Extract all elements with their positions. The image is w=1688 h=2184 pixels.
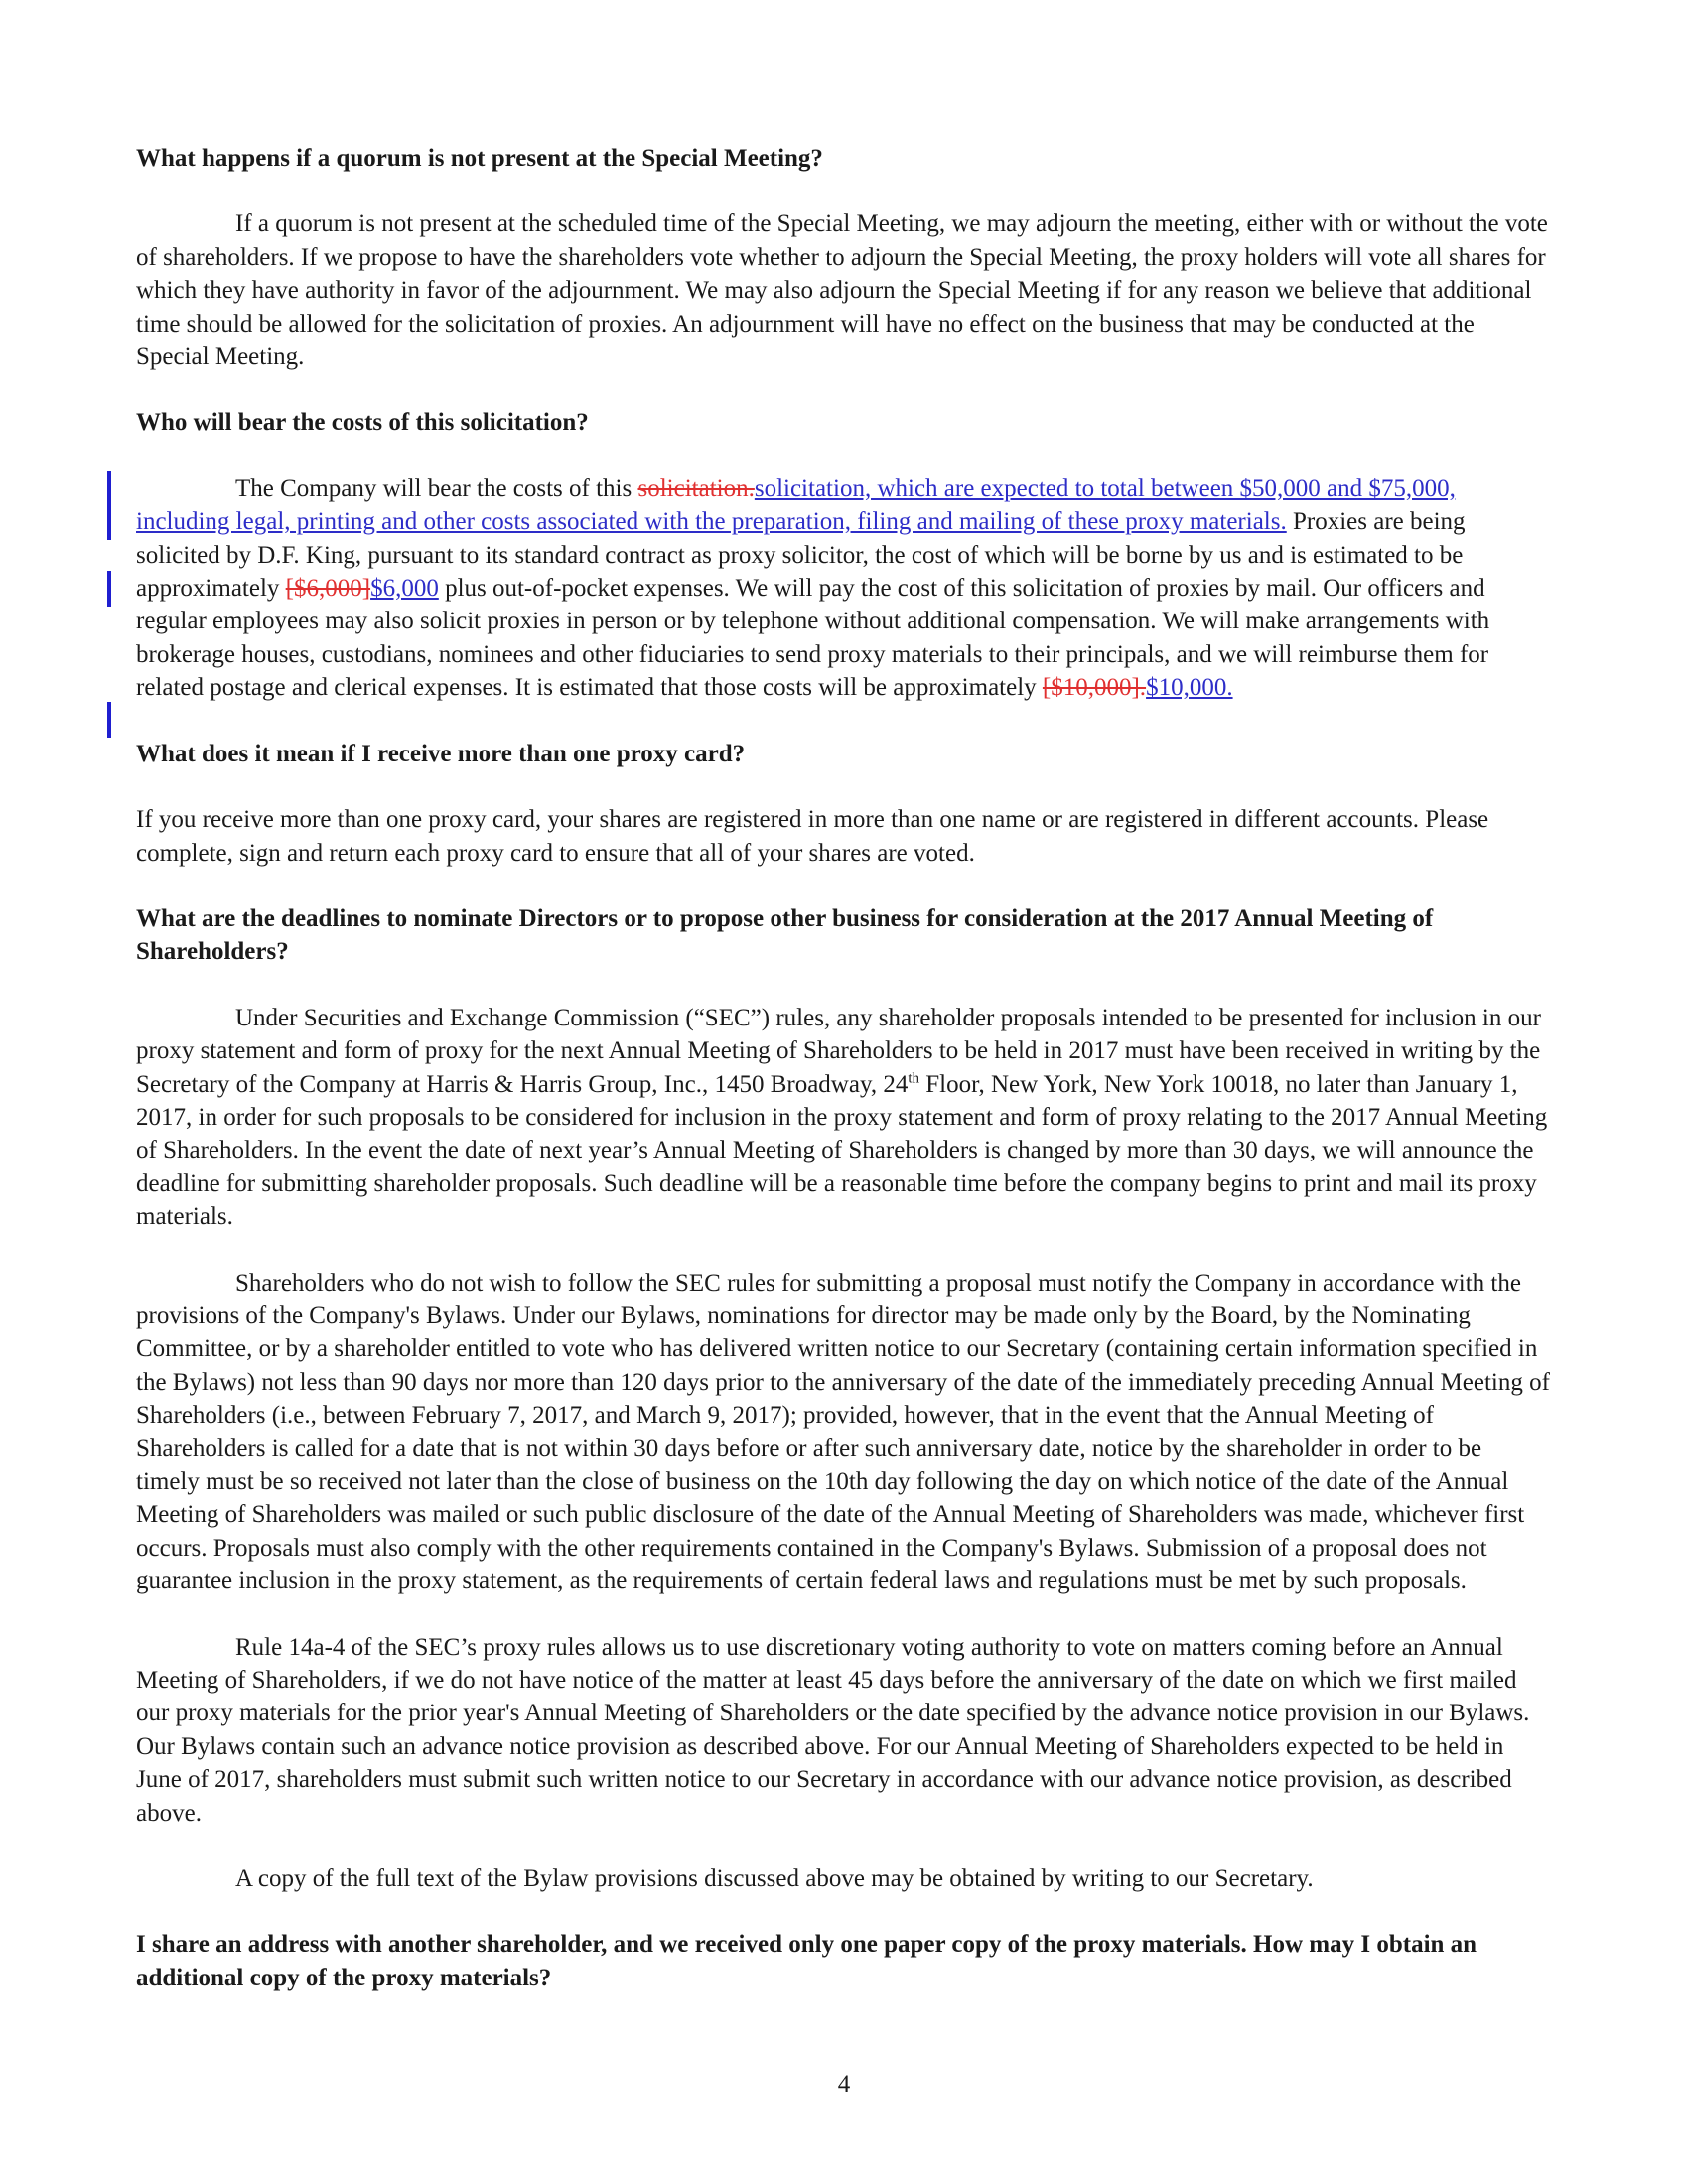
text-run: plus out-of-pocket expenses. We will pay the cost of this solicitation of proxies by mail. Our officers and regular employees may also solicit proxies in person or by telephone without additional compensation. We will make arrangements with brokerage houses, custodians, nominees and other fiduciaries to send proxy materials to their principals, and we will reimburse them for related postage and clerical expenses. It is estimated that those costs will be approximately: [136, 575, 1490, 702]
paragraph-multiple-cards: If you receive more than one proxy card, your shares are registered in more than one name or are registered in different accounts. Please complete, sign and return each proxy card to ensure that all of your shares are voted.: [136, 806, 1489, 867]
inserted-text: $6,000: [370, 575, 439, 603]
section-heading-shared-address: I share an address with another shareholder, and we received only one paper copy of the proxy materials. How may I obtain an additional copy of the proxy materials?: [136, 1931, 1477, 1991]
document-body: [136, 142, 1551, 1994]
section-heading-quorum: What happens if a quorum is not present at the Special Meeting?: [136, 145, 823, 172]
change-bar: [107, 702, 111, 738]
section-heading-multiple-cards: What does it mean if I receive more than one proxy card?: [136, 740, 746, 767]
deleted-text: [$10,000].: [1042, 674, 1147, 702]
paragraph-bylaw-copy: A copy of the full text of the Bylaw provisions discussed above may be obtained by writing to our Secretary.: [235, 1865, 1314, 1893]
deleted-text: [$6,000]: [285, 575, 371, 603]
paragraph-bylaws: Shareholders who do not wish to follow the SEC rules for submitting a proposal must notify the Company in accordance with the provisions of the Company's Bylaws. Under our Bylaws, nominations for director may be made only by the Board, by the Nominating Committee, or by a shareholder entitled to vote who has delivered written notice to our Secretary (containing certain information specified in the Bylaws) not less than 90 days nor more than 120 days prior to the anniversary of the date of the immediately preceding Annual Meeting of Shareholders (i.e., between February 7, 2017, and March 9, 2017); provided, however, that in the event that the Annual Meeting of Shareholders is called for a date that is not within 30 days before or after such anniversary date, notice by the shareholder in order to be timely must be so received not later than the close of business on the 10th day following the day on which notice of the date of the Annual Meeting of Shareholders was mailed or such public disclosure of the date of the Annual Meeting of Shareholders was made, whichever first occurs. Proposals must also comply with the other requirements contained in the Company's Bylaws. Submission of a proposal does not guarantee inclusion in the proxy statement, as the requirements of certain federal laws and regulations must be met by such proposals.: [136, 1269, 1550, 1595]
section-heading-deadlines: What are the deadlines to nominate Directors or to propose other business for consideration at the 2017 Annual Meeting of Shareholders?: [136, 904, 1434, 966]
inserted-text: $10,000.: [1146, 674, 1233, 702]
paragraph-rule-14a4: Rule 14a-4 of the SEC’s proxy rules allows us to use discretionary voting authority to vote on matters coming before an Annual Meeting of Shareholders, if we do not have notice of the matter at least 45 days before the anniversary of the date on which we first mailed our proxy materials for the prior year's Annual Meeting of Shareholders or the date specified by the advance notice provision in our Bylaws. Our Bylaws contain such an advance notice provision as described above. For our Annual Meeting of Shareholders expected to be held in June of 2017, shareholders must submit such written notice to our Secretary in accordance with our advance notice provision, as described above.: [136, 1633, 1530, 1827]
text-run: Floor, New York, New York 10018, no later than January 1, 2017, in order for such proposals to be considered for inclusion in the proxy statement and form of proxy relating to the 2017 Annual Meeting of Shareholders. In the event the date of next year’s Annual Meeting of Shareholders is changed by more than 30 days, we will announce the deadline for submitting shareholder proposals. Such deadline will be a reasonable time before the company begins to print and mail its proxy materials.: [136, 1070, 1548, 1231]
text-run: Under Securities and Exchange Commission (“SEC”) rules, any shareholder proposals intended to be presented for inclusion in our proxy statement and form of proxy for the next Annual Meeting of Shareholders to be held in 2017 must have been received in writing by the Secretary of the Company at Harris & Harris Group, Inc., 1450 Broadway, 24: [136, 1004, 1541, 1098]
page-number: 4: [837, 2071, 851, 2098]
paragraph-quorum: If a quorum is not present at the scheduled time of the Special Meeting, we may adjourn the meeting, either with or without the vote of shareholders. If we propose to have the shareholders vote whether to adjourn the Special Meeting, the proxy holders will vote all shares for which they have authority in favor of the adjournment. We may also adjourn the Special Meeting if for any reason we believe that additional time should be allowed for the solicitation of proxies. An adjournment will have no effect on the business that may be conducted at the Special Meeting.: [136, 210, 1548, 371]
paragraph-sec-rules: [136, 1002, 1551, 1234]
section-heading-costs: Who will bear the costs of this solicitation?: [136, 409, 589, 437]
text-run: Proxies are being solicited by D.F. King, pursuant to its standard contract as proxy solicitor, the cost of which will be borne by us and is estimated to be approximately: [136, 508, 1466, 603]
inserted-text: solicitation, which are expected to total between $50,000 and $75,000, including legal, printing and other costs associated with the preparation, filing and mailing of these proxy materials.: [136, 475, 1456, 536]
change-bar: [107, 571, 111, 607]
deleted-text: solicitation.: [637, 475, 755, 502]
change-bar: [107, 471, 111, 540]
paragraph-costs: [136, 473, 1551, 705]
text-run: The Company will bear the costs of this: [235, 475, 638, 502]
superscript: th: [908, 1070, 920, 1087]
